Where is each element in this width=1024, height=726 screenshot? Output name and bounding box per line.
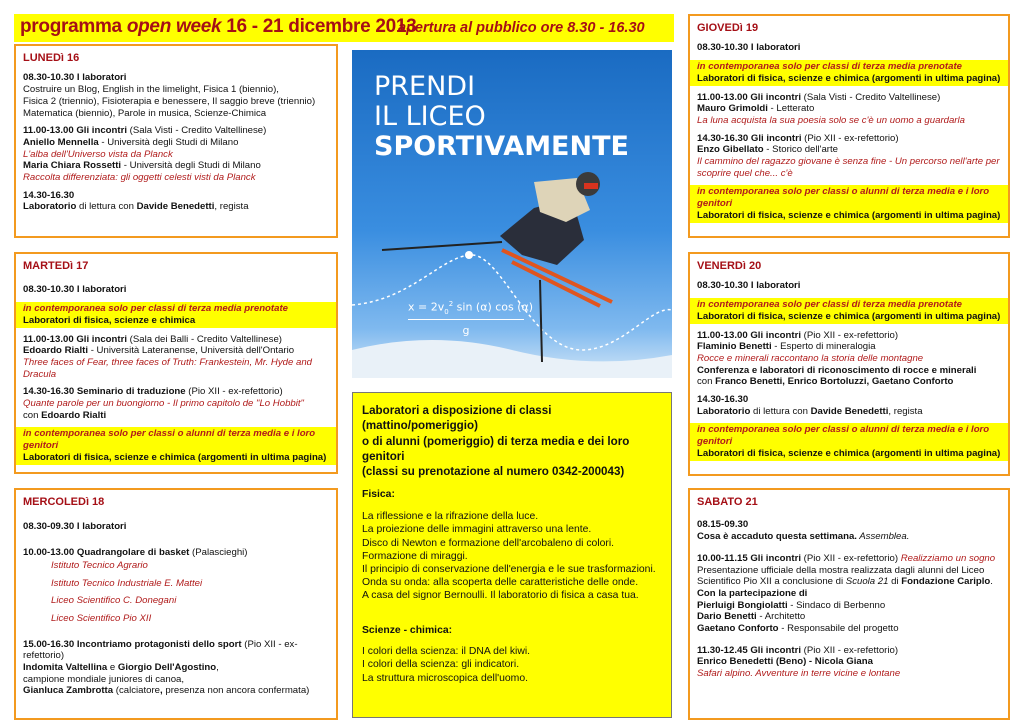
speaker-role: - Esperto di mineralogia [771,341,876,353]
title-part: programma [20,16,127,37]
text-line: Laboratorio [697,405,751,417]
text-line: Fondazione Cariplo [901,576,991,588]
highlight-note [16,302,336,327]
formula-part: 2 [448,300,454,308]
time-label: 10.00-11.15 Gli incontri [697,552,801,564]
list-item: I colori della scienza: il DNA del kiwi. [362,646,531,658]
speaker-name: Dario Benetti [697,611,757,623]
school-name: Istituto Tecnico Industriale E. Mattei [51,577,203,589]
labs-title-line: (mattino/pomeriggio) [362,419,478,433]
title-bar [14,14,674,42]
text-line: campione mondiale juniores di canoa, [23,673,185,685]
schedule-block [23,334,329,381]
talk-title: Safari alpino. Avventure in terre vicine e lontane [697,668,901,680]
text-line: Costruire un Blog, English in the limelight, Fisica 1 (biennio), [23,84,279,96]
place: (Pio XII - ex-refettorio) [800,644,899,656]
schedule-block [697,42,1001,54]
place: (Sala Visti - Credito Valtellinese) [126,125,267,137]
speaker-name: Aniello Mennella [23,136,99,148]
list-item: I colori della scienza: gli indicatori. [362,659,520,671]
list-item: La proiezione delle immagini attraverso una lente. [362,524,592,536]
fisica-list [362,510,662,602]
speaker-name: Davide Benedetti [810,405,889,417]
text-line: Presentazione ufficiale della mostra realizzata dagli alunni del Liceo [697,564,985,576]
talk-title: L'alba dell'Universo vista da Planck [23,148,173,160]
talk-title: Quante parole per un buongiorno - Il primo capitolo de "Lo Hobbit" [23,398,304,410]
speaker-name: Gianluca Zambrotta [23,685,114,697]
list-item: A casa del signor Bernoulli. Il laboratorio di fisica a casa tua. [362,590,639,602]
formula-part: x = 2v [408,300,445,314]
text-line: di [888,576,902,588]
ski-pole-icon [540,280,542,362]
schedule-block [697,92,1001,127]
speaker-name: Enzo Gibellato [697,144,764,156]
place: (Pio XII - ex-refettorio) [800,552,901,564]
text-line: Scuola 21 [845,576,889,588]
day-card-sabato [688,488,1010,720]
day-card-giovedi [688,14,1010,238]
speaker-name: Indomita Valtellina [23,662,108,674]
highlight-note [690,423,1008,460]
schedule-block [23,284,329,296]
labs-title-line: Laboratori a disposizione di classi [362,404,552,417]
place: (Palascieghi) [189,547,248,559]
speaker-name: Pierluigi Bongiolatti [697,599,788,611]
day-header: LUNEDì 16 [23,52,80,64]
place: (Pio XII - ex-refettorio) [801,132,899,144]
time-label: 08.15-09.30 [697,519,749,531]
opening-hours: apertura al pubblico ore 8.30 - 16.30 [398,20,645,36]
text-line: Cosa è accaduto questa settimana. [697,531,857,543]
labs-section-heading: Fisica: [362,489,395,501]
labs-title-line: (classi su prenotazione al numero 0342-200043) [362,465,625,479]
list-item: Onda su onda: alla scoperta delle caratteristiche delle onde. [362,577,639,589]
speaker-name: Maria Chiara Rossetti [23,160,122,172]
speaker-role: - Responsabile del progetto [778,623,899,635]
school-name: Liceo Scientifico C. Donegani [51,595,177,607]
speaker-name: Mauro Grimoldi [697,103,768,115]
ski-pole-icon [382,242,502,250]
title-part: open week [126,16,222,37]
place: (Sala Visti - Credito Valtellinese) [800,91,941,103]
note-condition: in contemporanea solo per classi di terza media prenotate [697,61,962,73]
speaker-role: - Università Lateranense, Università dell'Ontario [88,345,295,357]
note-condition: in contemporanea solo per classi o alunni di terza media e i loro genitori [23,428,316,452]
talk-title: Il cammino del ragazzo giovane è senza fine - Un percorso nell'arte per scoprire quel che... c'è [697,156,1000,179]
talk-title: Rocce e minerali raccontano la storia delle montagne [697,352,924,364]
note-condition: in contemporanea solo per classi di terza media prenotate [23,303,288,315]
day-header: SABATO 21 [697,496,758,508]
schedule-block [697,553,1001,635]
speaker-role: - Letterato [767,103,815,115]
time-label: 10.00-13.00 Quadrangolare di basket [23,547,190,559]
time-label: 14.30-16.30 Seminario di traduzione [23,386,186,398]
speaker-role: - Architetto [756,611,806,623]
time-label: 15.00-16.30 Incontriamo protagonisti dello sport [23,638,242,650]
speaker-role: , regista [888,405,923,417]
speaker-name: Giorgio Dell'Agostino [117,662,217,674]
time-label: 11.30-12.45 Gli incontri [697,644,801,656]
schedule-block [23,190,329,213]
day-header: VENERDì 20 [697,260,762,272]
trajectory-point [465,251,473,259]
time-label: 08.30-10.30 I laboratori [697,42,801,54]
school-name: Liceo Scientifico Pio XII [51,612,152,624]
text-line: , [160,685,163,697]
text-line: Fisica 2 (triennio), Fisioterapia e benessere, Il saggio breve (triennio) [23,95,316,107]
goggles-icon [584,183,598,189]
text-line: e [107,662,118,674]
text-line: con [23,409,42,421]
title-part: 16 - 21 dicembre 2013 [221,16,417,37]
note-labs: Laboratori di fisica, scienze e chimica (argomenti in ultima pagina) [697,447,1001,459]
text-line: , [216,662,219,674]
highlight-note [690,60,1008,85]
time-label: 14.30-16.30 Gli incontri [697,132,802,144]
speaker-role: - Sindaco di Berbenno [787,599,886,611]
speaker-name: Edoardo Rialti [23,345,89,357]
note-labs: Laboratori di fisica, scienze e chimica (argomenti in ultima pagina) [697,72,1001,84]
labs-section-heading: Scienze - chimica: [362,624,453,636]
formula-denominator: g [408,319,524,337]
schedule-block [23,72,329,119]
chimica-list [362,645,662,685]
headline-line: SPORTIVAMENTE [374,131,629,163]
note-condition: in contemporanea solo per classi di terza media prenotate [697,299,962,311]
page-title [20,15,416,38]
text-line: Conferenza e laboratori di riconoscimento di rocce e minerali [697,364,977,376]
highlight-note [690,185,1008,222]
speaker-name: Edoardo Rialti [41,409,107,421]
text-line: Matematica (biennio), Parole in musica, Scienze-Chimica [23,107,267,119]
list-item: Formazione di miraggi. [362,550,468,562]
list-item: Il principio di conservazione dell'energia e le sue trasformazioni. [362,563,656,575]
place: (Pio XII - ex-refettorio) [185,386,283,398]
schedule-block [697,133,1001,180]
speaker-role: - Università degli Studi di Milano [121,160,261,172]
day-card-venerdi [688,252,1010,476]
speaker-role: , regista [214,201,249,213]
poster-headline [374,72,629,163]
highlight-note [16,427,336,464]
schedule-block [697,645,1001,680]
talk-title: Realizziamo un sogno [900,552,996,564]
schedule-block [697,280,1001,292]
schedule-block [697,330,1001,389]
speaker-name: Flaminio Benetti [697,341,772,353]
text-line: Con la partecipazione di [697,587,808,599]
note-labs: Laboratori di fisica, scienze e chimica (argomenti in ultima pagina) [23,451,327,463]
note-condition: in contemporanea solo per classi o alunni di terza media e i loro genitori [697,186,990,210]
day-header: GIOVEDì 19 [697,22,759,34]
poster-image [352,50,672,378]
note-labs: Laboratori di fisica, scienze e chimica [23,314,196,326]
place: (Sala dei Balli - Credito Valtellinese) [126,333,282,345]
text-line: . [990,576,993,588]
speaker-name: Davide Benedetti [136,201,215,213]
text-line: con [697,376,716,388]
talk-title: Raccolta differenziata: gli oggetti celesti visti da Planck [23,172,256,184]
note-labs: Laboratori di fisica, scienze e chimica (argomenti in ultima pagina) [697,310,1001,322]
time-label: 08.30-09.30 I laboratori [23,521,127,533]
schedule-block [697,394,1001,417]
time-label: 08.30-10.30 I laboratori [23,72,127,84]
time-label: 14.30-16.30 [23,189,75,201]
list-item: La struttura microscopica dell'uomo. [362,672,528,684]
schedule-block [23,639,329,698]
text-line: Scientifico Pio XII a conclusione di [697,576,846,588]
formula [408,300,533,338]
time-label: 14.30-16.30 [697,394,749,406]
text-line: di lettura con [750,405,811,417]
time-label: 11.00-13.00 Gli incontri [23,125,127,137]
schedule-block [23,386,329,421]
note-labs: Laboratori di fisica, scienze e chimica (argomenti in ultima pagina) [697,209,1001,221]
time-label: 08.30-10.30 I laboratori [23,284,127,296]
schedule-block [697,519,1001,542]
schedule-block [23,547,329,625]
formula-part: 0 [444,307,449,316]
place: (Pio XII - ex-refettorio) [23,638,298,662]
list-item: La riflessione e la rifrazione della luce. [362,511,539,523]
day-card-martedi [14,252,338,474]
school-name: Istituto Tecnico Agrario [51,559,148,571]
talk-title: La luna acquista la sua poesia solo se c'è un uomo a guardarla [697,114,965,126]
time-label: 11.00-13.00 Gli incontri [23,333,127,345]
text-line: di lettura con [76,201,137,213]
speaker-role: (calciatore [113,685,161,697]
time-label: 11.00-13.00 Gli incontri [697,329,801,341]
labs-box [352,392,672,718]
text-line: Assemblea. [856,531,910,543]
snow-slope [352,340,672,378]
speaker-name: Gaetano Conforto [697,623,779,635]
time-label: 11.00-13.00 Gli incontri [697,91,801,103]
note-condition: in contemporanea solo per classi o alunni di terza media e i loro genitori [697,424,990,448]
talk-title: Three faces of Fear, three faces of Truth: Frankestein, Mr. Hyde and Dracula [23,356,313,380]
speaker-name: Enrico Benedetti (Beno) - Nicola Giana [697,656,873,668]
speaker-role: - Università degli Studi di Milano [98,136,239,148]
place: (Pio XII - ex-refettorio) [800,329,899,341]
speaker-name: Franco Benetti, Enrico Bortoluzzi, Gaetano Conforto [715,376,954,388]
labs-title-line: o di alunni (pomeriggio) di terza media e dei loro genitori [362,434,630,463]
speaker-role: presenza non ancora confermata) [162,685,310,697]
day-card-mercoledi [14,488,338,720]
formula-part: sin (α) cos (α) [456,300,534,314]
headline-line: PRENDI [374,71,476,102]
schedule-block [23,125,329,184]
day-header: MERCOLEDì 18 [23,496,105,508]
list-item: Disco di Newton e formazione dell'arcobaleno di colori. [362,537,615,549]
highlight-note [690,298,1008,323]
headline-line: IL LICEO [374,101,486,133]
speaker-role: - Storico dell'arte [763,144,838,156]
day-card-lunedi [14,44,338,238]
text-line: Laboratorio [23,201,77,213]
day-header: MARTEDì 17 [23,260,89,272]
labs-title [362,403,662,479]
schedule-block [23,521,329,533]
time-label: 08.30-10.30 I laboratori [697,280,801,292]
